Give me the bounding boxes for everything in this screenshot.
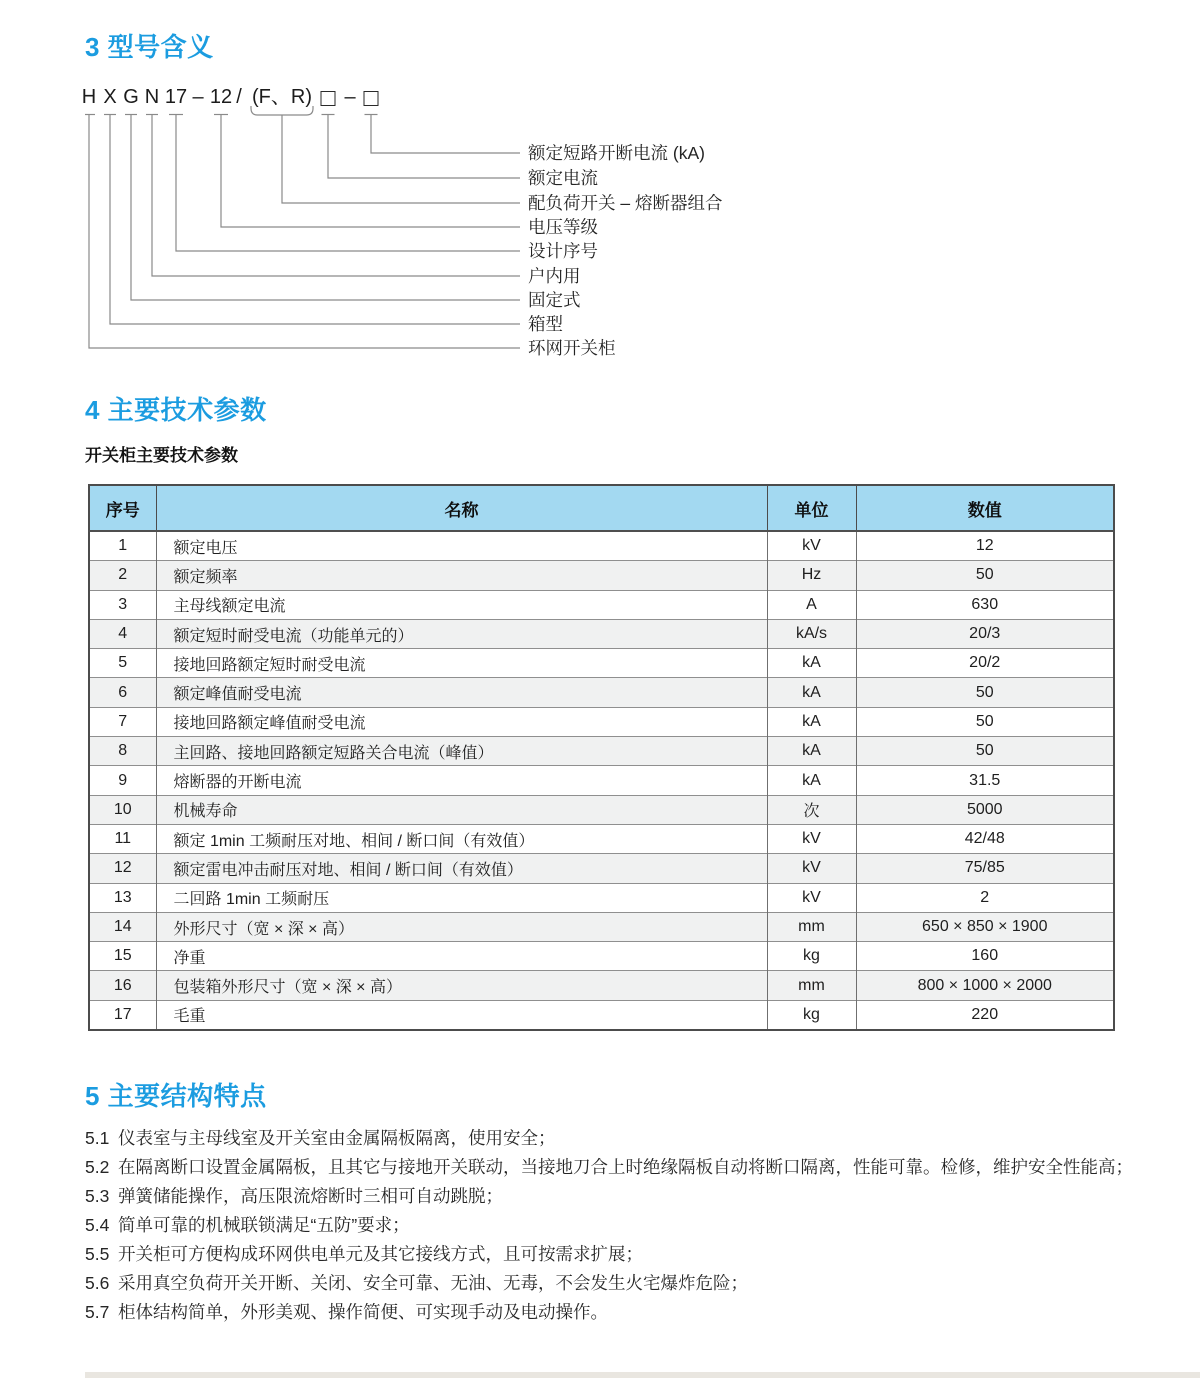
model-code-char: X	[103, 86, 117, 108]
model-code-label: 配负荷开关 – 熔断器组合	[528, 193, 723, 213]
cell-value: 630	[856, 590, 1114, 619]
cell-index: 9	[89, 766, 156, 795]
model-code-char: 12	[209, 86, 233, 108]
cell-name: 额定雷电冲击耐压对地、相间 / 断口间（有效值）	[156, 854, 767, 883]
feature-text: 简单可靠的机械联锁满足“五防”要求；	[118, 1215, 410, 1235]
cell-name: 主母线额定电流	[156, 590, 767, 619]
table-row	[89, 737, 1114, 766]
feature-number: 5.2	[85, 1157, 110, 1177]
cell-name: 额定 1min 工频耐压对地、相间 / 断口间（有效值）	[156, 824, 767, 853]
table-row	[89, 942, 1114, 971]
col-header-index: 序号	[89, 485, 156, 531]
table-row	[89, 531, 1114, 561]
cell-unit: mm	[767, 971, 856, 1000]
cell-name: 熔断器的开断电流	[156, 766, 767, 795]
feature-item	[85, 1240, 1149, 1269]
table-row	[89, 854, 1114, 883]
cell-name: 接地回路额定短时耐受电流	[156, 649, 767, 678]
cell-value: 800 × 1000 × 2000	[856, 971, 1114, 1000]
cell-index: 15	[89, 942, 156, 971]
model-code-label: 额定短路开断电流 (kA)	[528, 143, 705, 163]
cell-index: 2	[89, 561, 156, 590]
cell-name: 额定峰值耐受电流	[156, 678, 767, 707]
table-header-row	[89, 485, 1114, 531]
cell-index: 1	[89, 531, 156, 561]
cell-value: 75/85	[856, 854, 1114, 883]
cell-name: 净重	[156, 942, 767, 971]
cell-unit: kV	[767, 531, 856, 561]
model-code-label: 电压等级	[528, 217, 598, 237]
feature-text: 弹簧储能操作，高压限流熔断时三相可自动跳脱；	[118, 1186, 503, 1206]
feature-text: 仪表室与主母线室及开关室由金属隔板隔离，使用安全；	[118, 1128, 556, 1148]
feature-item	[85, 1153, 1149, 1182]
cell-unit: Hz	[767, 561, 856, 590]
cell-unit: kA	[767, 737, 856, 766]
feature-number: 5.1	[85, 1128, 110, 1148]
cell-index: 12	[89, 854, 156, 883]
feature-number: 5.5	[85, 1244, 110, 1264]
cell-index: 7	[89, 707, 156, 736]
feature-number: 5.7	[85, 1302, 110, 1322]
cell-index: 5	[89, 649, 156, 678]
table-caption: 开关柜主要技术参数	[85, 446, 238, 465]
cell-value: 20/2	[856, 649, 1114, 678]
feature-item	[85, 1269, 1149, 1298]
cell-index: 10	[89, 795, 156, 824]
cell-unit: A	[767, 590, 856, 619]
cell-value: 50	[856, 737, 1114, 766]
feature-item	[85, 1211, 1149, 1240]
bottom-bar	[85, 1372, 1200, 1378]
model-code-char: H	[81, 86, 97, 108]
model-code-char: /	[236, 86, 242, 108]
cell-unit: kV	[767, 854, 856, 883]
cell-unit: kA	[767, 766, 856, 795]
model-code-char: N	[144, 86, 160, 108]
section-3-title: 3 型号含义	[85, 32, 214, 62]
col-header-name: 名称	[156, 485, 767, 531]
table-row	[89, 883, 1114, 912]
features-list	[85, 1124, 1149, 1327]
cell-index: 4	[89, 619, 156, 648]
table-row	[89, 678, 1114, 707]
table-row	[89, 619, 1114, 648]
col-header-value: 数值	[856, 485, 1114, 531]
table-row	[89, 766, 1114, 795]
table-row	[89, 561, 1114, 590]
feature-number: 5.3	[85, 1186, 110, 1206]
feature-item	[85, 1298, 1149, 1327]
cell-name: 外形尺寸（宽 × 深 × 高）	[156, 912, 767, 941]
table-row	[89, 795, 1114, 824]
feature-text: 开关柜可方便构成环网供电单元及其它接线方式，且可按需求扩展；	[118, 1244, 643, 1264]
parameters-table	[88, 484, 1115, 1031]
cell-name: 包装箱外形尺寸（宽 × 深 × 高）	[156, 971, 767, 1000]
cell-name: 机械寿命	[156, 795, 767, 824]
feature-item	[85, 1124, 1149, 1153]
cell-unit: kA	[767, 707, 856, 736]
cell-index: 16	[89, 971, 156, 1000]
feature-text: 在隔离断口设置金属隔板，且其它与接地开关联动，当接地刀合上时绝缘隔板自动将断口隔离，性能可靠。检修，维护安全性能高；	[118, 1157, 1133, 1177]
cell-index: 17	[89, 1000, 156, 1030]
model-code-label: 固定式	[528, 290, 581, 310]
cell-value: 31.5	[856, 766, 1114, 795]
cell-unit: kV	[767, 824, 856, 853]
cell-index: 14	[89, 912, 156, 941]
cell-value: 50	[856, 561, 1114, 590]
cell-name: 毛重	[156, 1000, 767, 1030]
cell-index: 6	[89, 678, 156, 707]
model-code-label: 额定电流	[528, 168, 598, 188]
feature-item	[85, 1182, 1149, 1211]
cell-value: 160	[856, 942, 1114, 971]
model-code-char: –	[344, 86, 356, 108]
table-row	[89, 590, 1114, 619]
table-row	[89, 707, 1114, 736]
cell-index: 13	[89, 883, 156, 912]
model-code-label: 环网开关柜	[528, 338, 616, 358]
cell-name: 接地回路额定峰值耐受电流	[156, 707, 767, 736]
model-code-char: G	[123, 86, 139, 108]
placeholder-box	[321, 91, 336, 106]
model-designation-diagram	[81, 85, 1145, 380]
cell-index: 11	[89, 824, 156, 853]
model-code-char: –	[192, 86, 204, 108]
model-code-label: 设计序号	[528, 241, 598, 261]
feature-number: 5.4	[85, 1215, 110, 1235]
table-row	[89, 1000, 1114, 1030]
cell-unit: kA	[767, 649, 856, 678]
cell-index: 8	[89, 737, 156, 766]
feature-text: 采用真空负荷开关开断、关闭、安全可靠、无油、无毒，不会发生火宅爆炸危险；	[118, 1273, 748, 1293]
cell-value: 650 × 850 × 1900	[856, 912, 1114, 941]
cell-unit: kA	[767, 678, 856, 707]
cell-unit: kg	[767, 1000, 856, 1030]
cell-name: 主回路、接地回路额定短路关合电流（峰值）	[156, 737, 767, 766]
cell-index: 3	[89, 590, 156, 619]
cell-value: 20/3	[856, 619, 1114, 648]
model-code-label: 箱型	[528, 314, 563, 334]
cell-value: 220	[856, 1000, 1114, 1030]
cell-value: 42/48	[856, 824, 1114, 853]
cell-name: 二回路 1min 工频耐压	[156, 883, 767, 912]
cell-unit: mm	[767, 912, 856, 941]
col-header-unit: 单位	[767, 485, 856, 531]
cell-name: 额定短时耐受电流（功能单元的）	[156, 619, 767, 648]
diagram-connector-lines	[85, 85, 1135, 375]
placeholder-box	[364, 91, 379, 106]
cell-unit: kg	[767, 942, 856, 971]
table-row	[89, 824, 1114, 853]
cell-name: 额定频率	[156, 561, 767, 590]
cell-value: 50	[856, 707, 1114, 736]
section-4-title: 4 主要技术参数	[85, 395, 267, 425]
cell-name: 额定电压	[156, 531, 767, 561]
cell-value: 12	[856, 531, 1114, 561]
cell-unit: 次	[767, 795, 856, 824]
cell-unit: kA/s	[767, 619, 856, 648]
model-code-char: (F、R)	[252, 86, 312, 108]
model-code-label: 户内用	[528, 266, 581, 286]
feature-text: 柜体结构简单，外形美观、操作简便、可实现手动及电动操作。	[118, 1302, 608, 1322]
cell-value: 5000	[856, 795, 1114, 824]
model-code-char: 17	[164, 86, 188, 108]
table-row	[89, 971, 1114, 1000]
cell-unit: kV	[767, 883, 856, 912]
cell-value: 50	[856, 678, 1114, 707]
table-row	[89, 912, 1114, 941]
table-row	[89, 649, 1114, 678]
feature-number: 5.6	[85, 1273, 110, 1293]
cell-value: 2	[856, 883, 1114, 912]
section-5-title: 5 主要结构特点	[85, 1081, 267, 1111]
